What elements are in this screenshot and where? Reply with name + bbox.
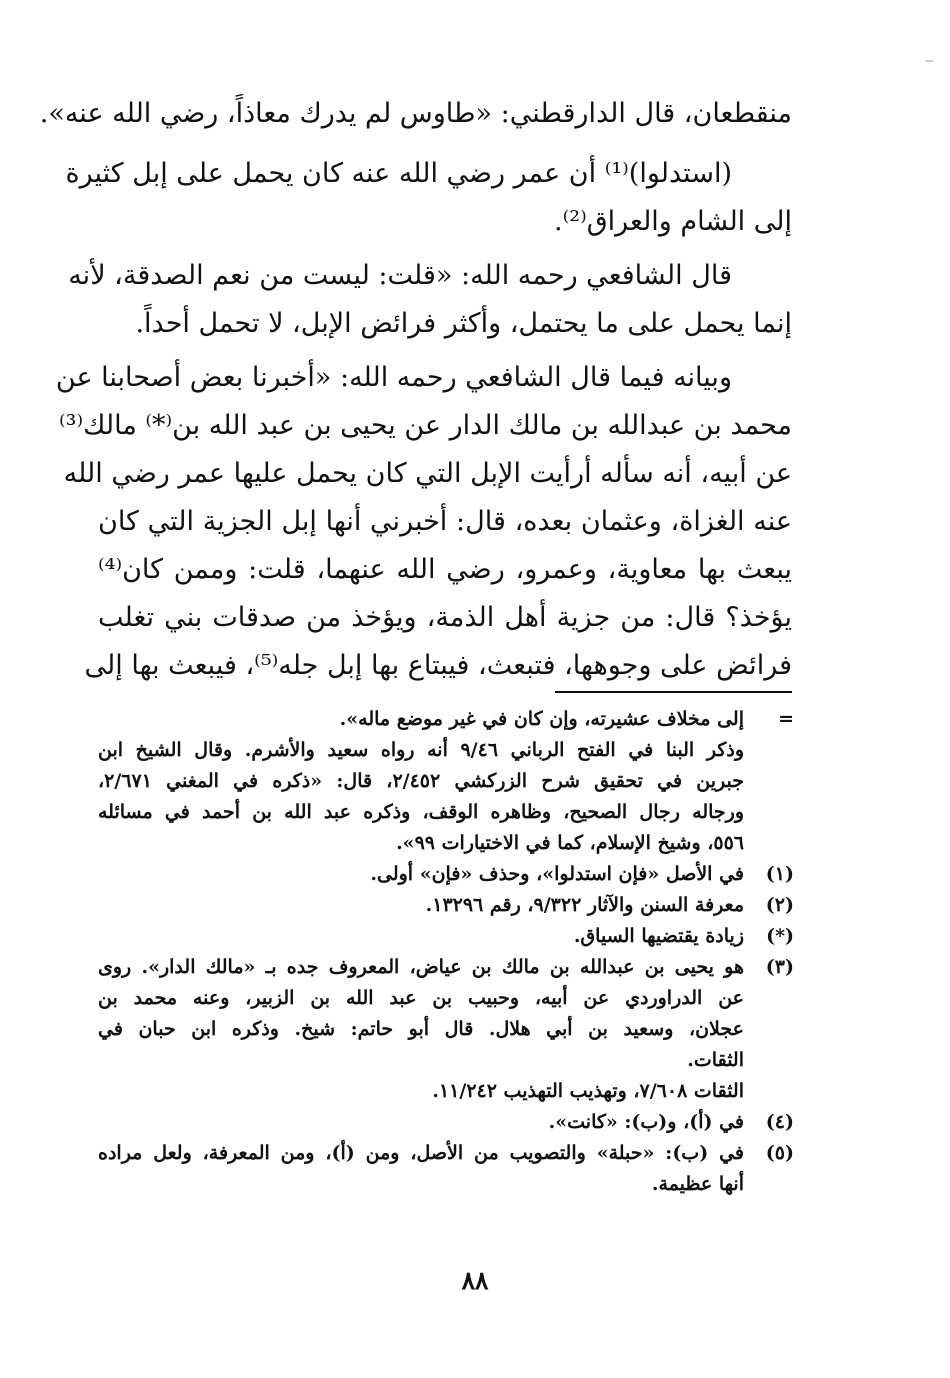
footnote-line: عجلان، وسعيد بن أبي هلال. قال أبو حاتم: شيخ. وذكره ابن حبان في (98, 1018, 744, 1040)
text-line: وبيانه فيما قال الشافعي رحمه الله: «أخبرنا بعض أصحابنا عن (55, 362, 732, 393)
footnote-4 (98, 1107, 794, 1138)
text-line: يؤخذ؟ قال: من جزية أهل الذمة، ويؤخذ من صدقات بني تغلب (98, 602, 792, 633)
footnote-line: زيادة يقتضيها السياق. (573, 925, 744, 947)
text-line: إنما يحمل على ما يحتمل، وأكثر فرائض الإبل، لا تحمل أحداً. (135, 308, 792, 339)
footnote-line: إلى مخلاف عشيرته، وإن كان في غير موضع ماله». (339, 708, 744, 730)
footnote-line: في الأصل «فإن استدلوا»، وحذف «فإن» أولى. (370, 863, 744, 885)
text-line: محمد بن عبدالله بن مالك الدار عن يحيى بن عبد الله بن⁽*⁾ مالك⁽³⁾ (59, 410, 792, 441)
footnote-marker: (*) (766, 925, 794, 947)
footnote-star (98, 921, 794, 952)
footnote-line: أنها عظيمة. (651, 1173, 744, 1195)
footnote-line: عن الدراوردي عن أبيه، وحبيب بن عبد الله بن الزبير، وعنه محمد بن (98, 987, 744, 1009)
text-line: فرائض على وجوهها، فتبعث، فيبتاع بها إبل جله⁽⁵⁾، فيبعث بها إلى (84, 650, 792, 681)
page-number: ٨٨ (461, 1266, 489, 1295)
paragraph-4 (55, 354, 792, 690)
footnote-continued (98, 704, 794, 859)
footnote-line: هو يحيى بن عبدالله بن مالك بن عياض، المعروف جده بـ «مالك الدار». روى (98, 956, 744, 978)
text-line: إلى الشام والعراق⁽²⁾. (554, 206, 792, 237)
footnote-marker: = (778, 708, 794, 730)
footnote-line: وذكر البنا في الفتح الرباني ٩/٤٦ أنه رواه سعيد والأشرم. وقال الشيخ ابن (98, 739, 744, 761)
footnote-line: الثقات. (687, 1049, 744, 1071)
footnote-line: معرفة السنن والآثار ٩/٣٢٢، رقم ١٣٢٩٦. (425, 894, 744, 916)
text-line: عنه الغزاة، وعثمان بعده، قال: أخبرني أنها إبل الجزية التي كان (98, 506, 792, 537)
text-line: (استدلوا)⁽¹⁾ أن عمر رضي الله عنه كان يحمل على إبل كثيرة (65, 158, 732, 189)
paragraph-1 (39, 90, 792, 138)
footnote-line: جبرين في تحقيق شرح الزركشي ٢/٤٥٢، قال: «ذكره في المغني ٢/٦٧١، (98, 770, 744, 792)
paragraph-2 (65, 150, 792, 246)
scan-mark (925, 60, 933, 62)
footnote-line: في (ب): «حبلة» والتصويب من الأصل، ومن (أ)، ومن المعرفة، ولعل مراده (98, 1142, 744, 1164)
footnote-marker: (٣) (765, 956, 794, 978)
text-line: منقطعان، قال الدارقطني: «طاوس لم يدرك معاذاً، رضي الله عنه». (39, 98, 792, 129)
text-line: يبعث بها معاوية، وعمرو، رضي الله عنهما، قلت: وممن كان⁽⁴⁾ (98, 554, 792, 585)
footnote-line: ٥٥٦، وشيخ الإسلام، كما في الاختيارات ٩٩». (396, 832, 744, 854)
footnote-separator (555, 691, 792, 693)
footnote-5 (98, 1138, 794, 1200)
text-line: عن أبيه، أنه سأله أرأيت الإبل التي كان يحمل عليها عمر رضي الله (63, 458, 792, 489)
footnotes (98, 704, 794, 1200)
paragraph-3 (68, 252, 792, 348)
footnote-marker: (٤) (765, 1111, 794, 1133)
footnote-marker: (٢) (765, 894, 794, 916)
footnote-marker: (٥) (765, 1142, 794, 1164)
text-line: قال الشافعي رحمه الله: «قلت: ليست من نعم الصدقة، لأنه (68, 260, 732, 291)
footnote-3 (98, 952, 794, 1107)
footnote-2 (98, 890, 794, 921)
footnote-1 (98, 859, 794, 890)
footnote-marker: (١) (765, 863, 794, 885)
footnote-line: في (أ)، و(ب): «كانت». (548, 1111, 744, 1133)
footnote-line: ورجاله رجال الصحيح، وظاهره الوقف، وذكره عبد الله بن أحمد في مسائله (98, 801, 744, 823)
footnote-line: الثقات ٧/٦٠٨، وتهذيب التهذيب ١١/٢٤٢. (432, 1080, 744, 1102)
